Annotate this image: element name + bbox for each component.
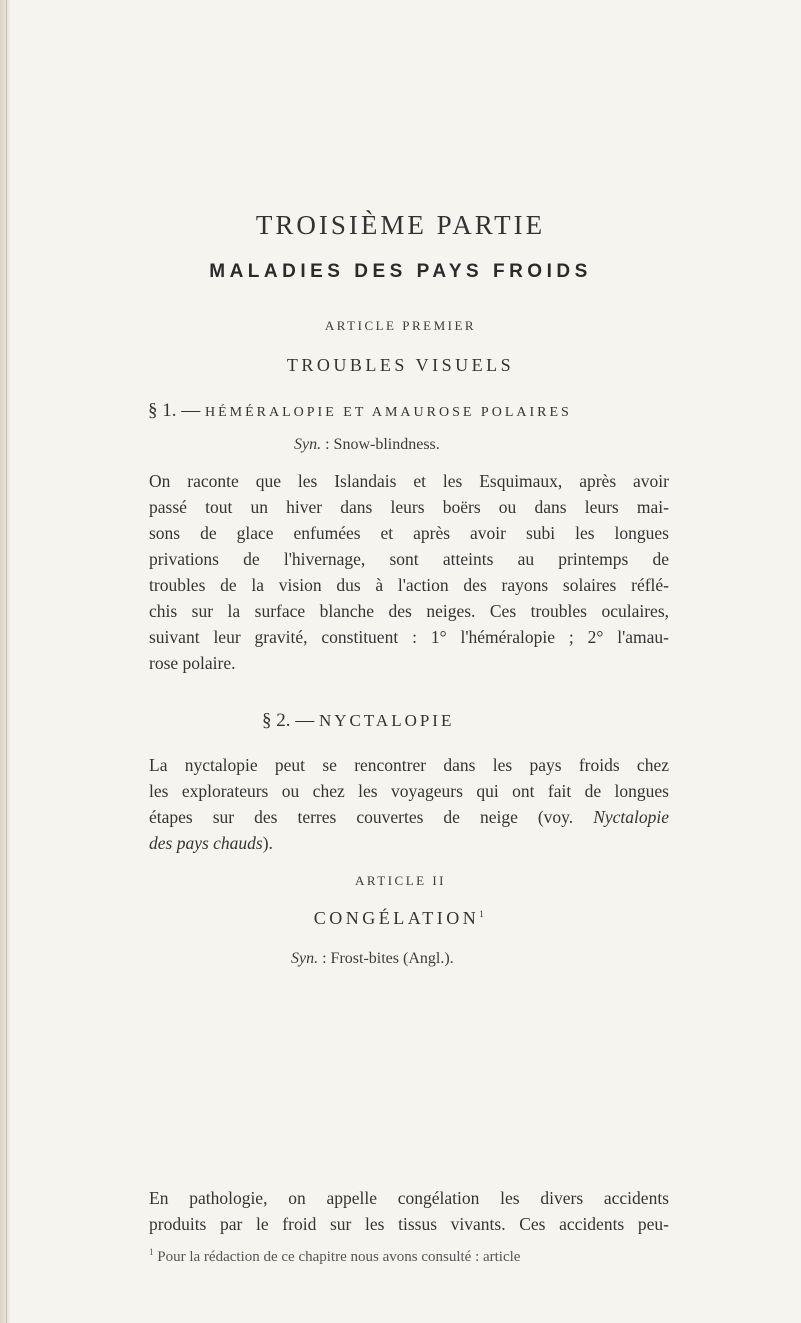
footnote-marker: 1 [479, 909, 488, 919]
article1-label: ARTICLE PREMIER [324, 318, 477, 333]
section2-heading [262, 710, 454, 732]
paragraph-line [149, 830, 669, 856]
paragraph-line: On raconte que les Islandais et les Esquimaux, après avoir [149, 471, 669, 491]
paragraph-line: sons de glace enfumées et après avoir subi les longues [149, 523, 669, 543]
paragraph-line: En pathologie, on appelle congélation les divers accidents [149, 1188, 669, 1208]
paragraph-line: passé tout un hiver dans leurs boërs ou dans leurs mai- [149, 497, 669, 517]
syn-label: Syn. [291, 950, 319, 967]
part-subtitle: MALADIES DES PAYS FROIDS [209, 261, 592, 282]
article2-label: ARTICLE II [354, 873, 446, 888]
paragraph-line [149, 804, 669, 830]
paragraph-line: produits par le froid sur les tissus vivants. Ces accidents peu- [149, 1214, 669, 1234]
section1-heading [148, 400, 572, 422]
footnote-text: Pour la rédaction de ce chapitre nous avons consulté : article [157, 1249, 521, 1265]
article2-synonym [291, 950, 454, 968]
paragraph-line: privations de l'hivernage, sont atteints au printemps de [149, 549, 669, 569]
paragraph-line: chis sur la surface blanche des neiges. Ces troubles oculaires, [149, 601, 669, 621]
paragraph-line-text: étapes sur des terres couvertes de neige (voy. [149, 807, 574, 827]
syn-text: : Frost-bites (Angl.). [322, 950, 454, 967]
section1-synonym [294, 436, 440, 454]
syn-text: : Snow-blindness. [325, 436, 440, 453]
footnote [149, 1247, 669, 1266]
paragraph-line: rose polaire. [149, 653, 236, 673]
section2-paragraph [149, 752, 669, 856]
paragraph-line: suivant leur gravité, constituent : 1° l'héméralopie ; 2° l'amau- [149, 627, 669, 647]
article2-paragraph [149, 1185, 669, 1237]
article2-title-wrap [0, 908, 801, 929]
paragraph-line-text: ). [262, 833, 273, 853]
section2-title: NYCTALOPIE [319, 711, 455, 730]
section2-marker: § 2. — [262, 710, 315, 731]
cross-reference: Nyctalopie [593, 807, 669, 827]
paragraph-line: La nyctalopie peut se rencontrer dans les pays froids chez [149, 755, 669, 775]
section1-marker: § 1. — [148, 400, 201, 421]
paragraph-line: troubles de la vision dus à l'action des rayons solaires réflé- [149, 575, 669, 595]
footnote-number: 1 [149, 1247, 154, 1257]
paragraph-line: les explorateurs ou chez les voyageurs qui ont fait de longues [149, 781, 669, 801]
syn-label: Syn. [294, 436, 322, 453]
part-title: TROISIÈME PARTIE [255, 210, 546, 240]
article1-title: TROUBLES VISUELS [286, 355, 515, 375]
cross-reference: des pays chauds [149, 833, 263, 853]
section1-paragraph [149, 468, 669, 676]
section1-title: HÉMÉRALOPIE ET AMAUROSE POLAIRES [205, 405, 572, 420]
article2-title: CONGÉLATION [313, 908, 480, 928]
